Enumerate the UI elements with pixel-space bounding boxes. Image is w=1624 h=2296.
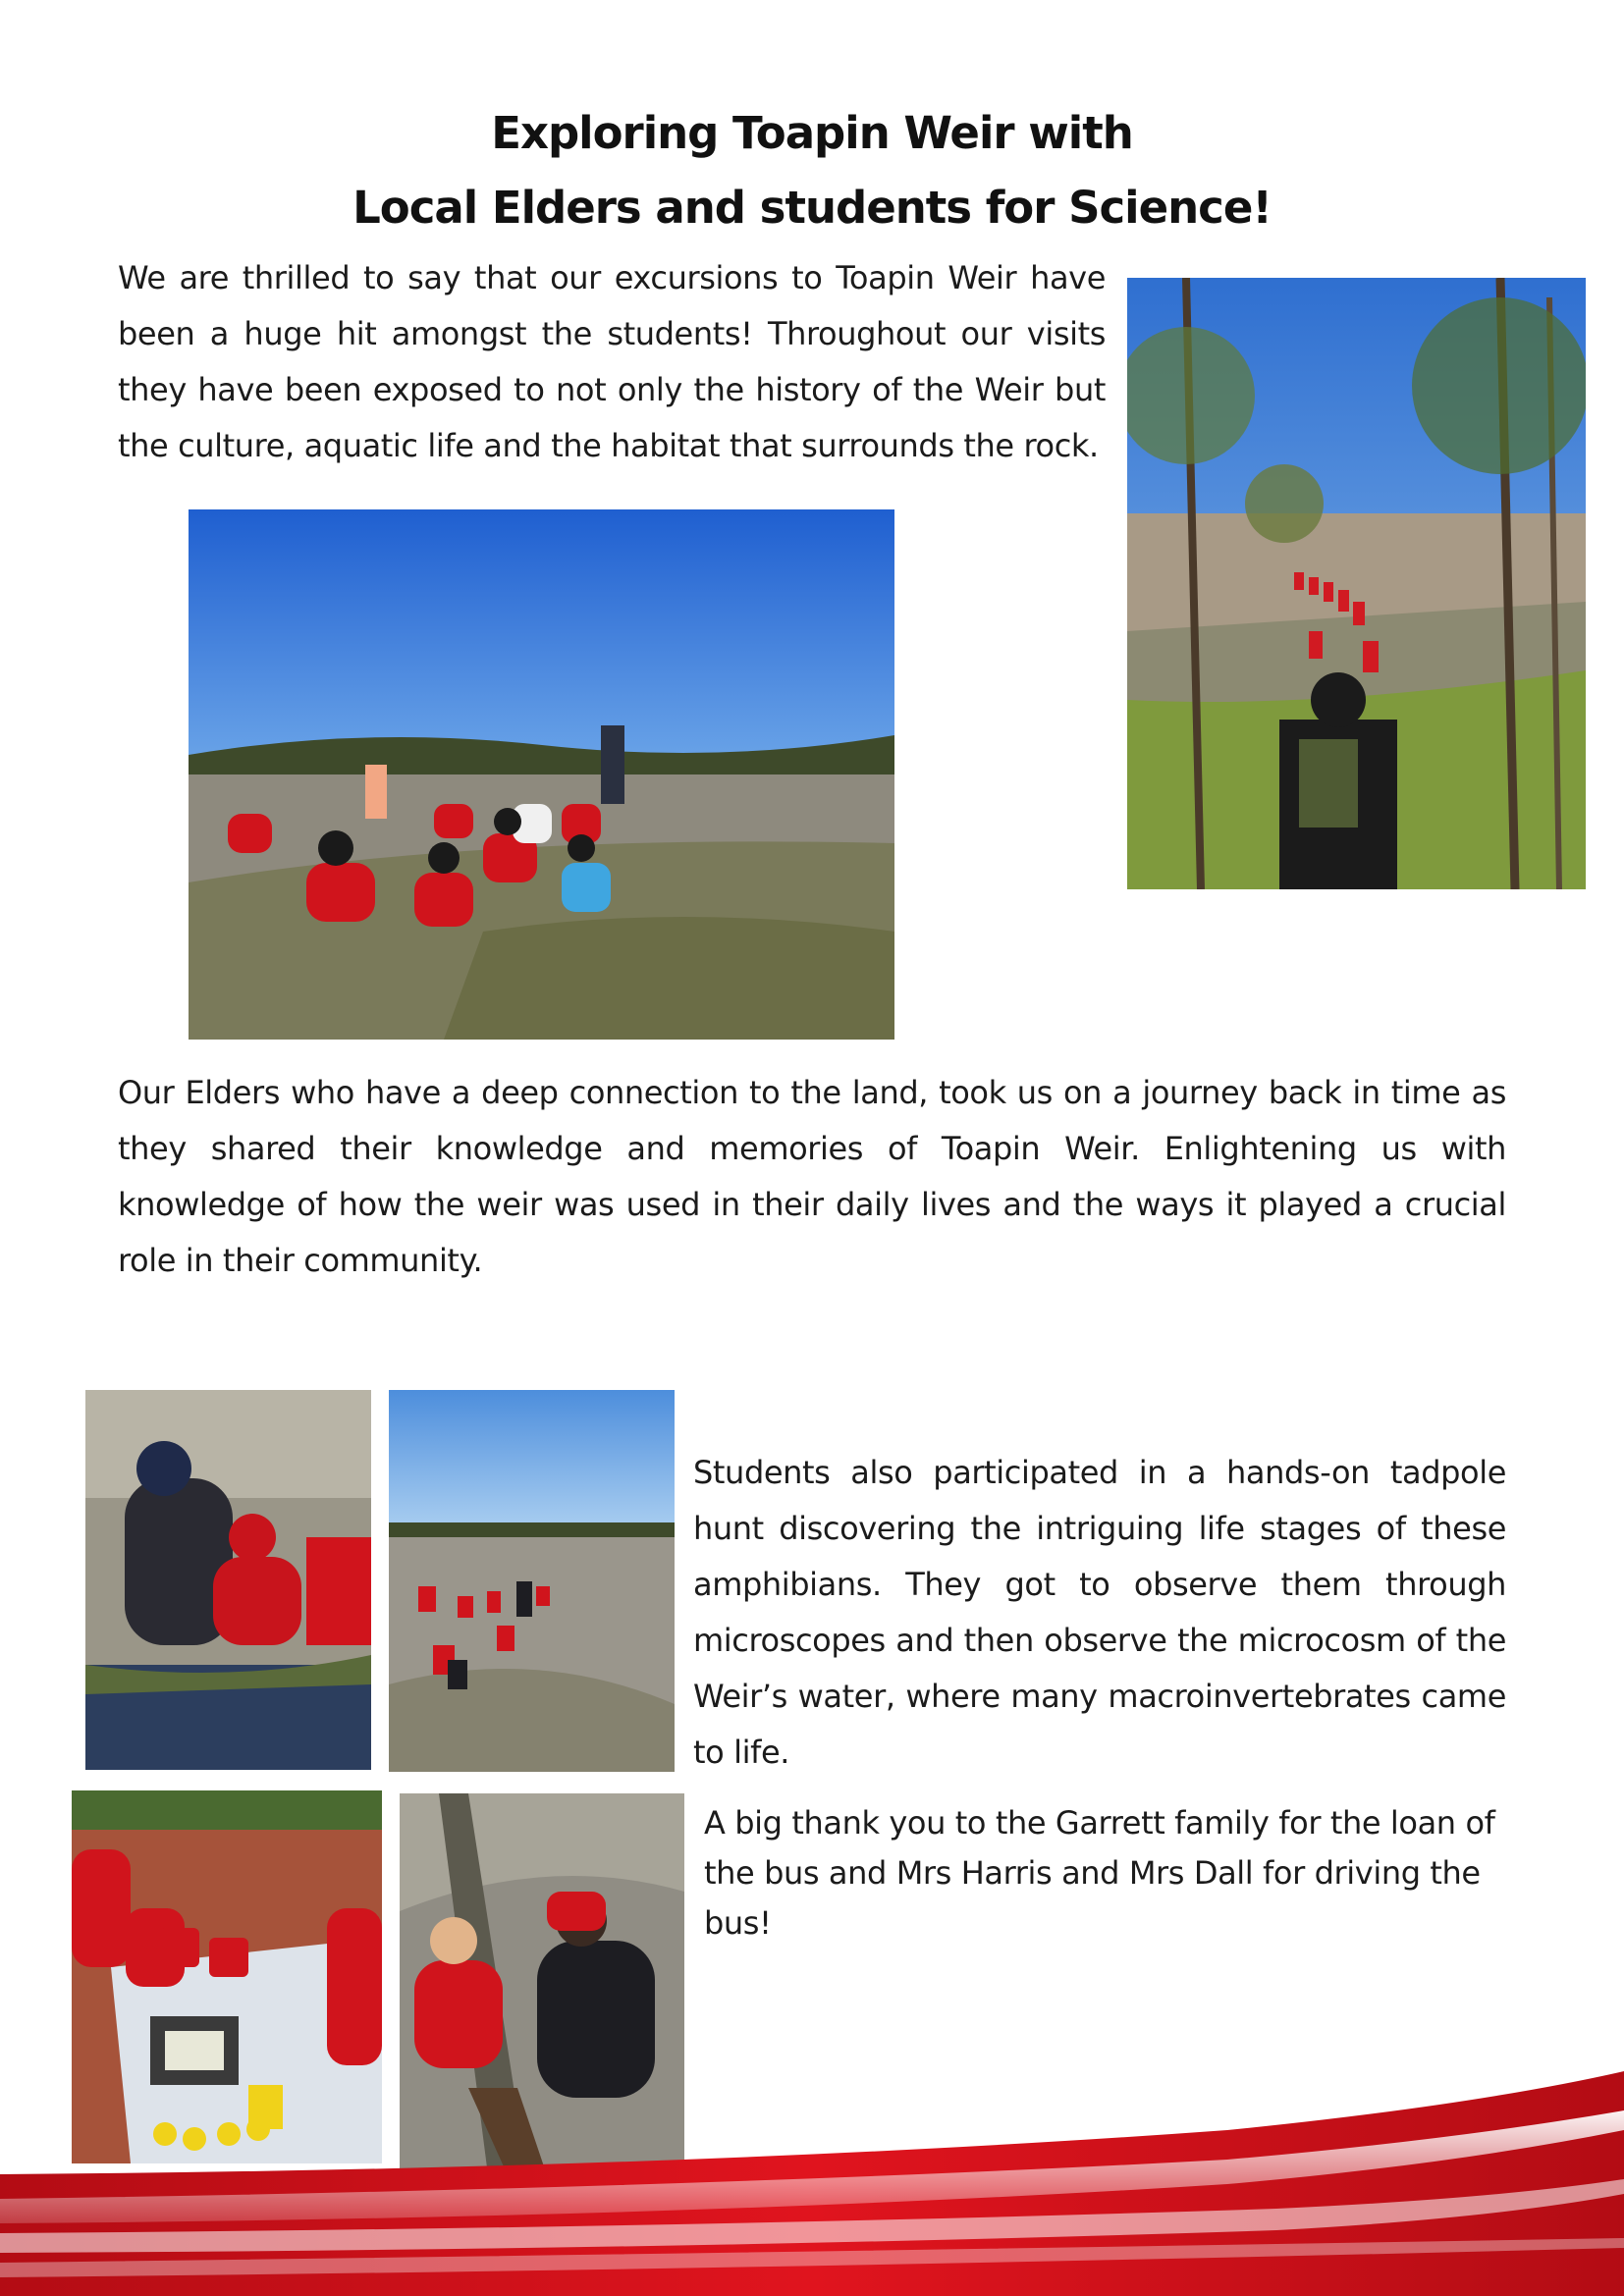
footer-red-wave: [0, 2061, 1624, 2296]
tadpole-paragraph: Students also participated in a hands-on tadpole hunt discovering the intriguing life stages of these amphibians. They got to observe them through microscopes and then observe the microcosm of the Weir’s water, where many macroinvertebrates came to life.: [693, 1454, 1506, 1771]
intro-paragraph: We are thrilled to say that our excursions to Toapin Weir have been a huge hit amongst the students! Throughout our visits they have been exposed to not only the history of the Weir but the culture, aquatic life and the habitat that surrounds the rock.: [118, 259, 1106, 464]
photo-student-at-rock-pool: [85, 1390, 371, 1770]
photo-students-with-elders-on-rock: [189, 509, 894, 1040]
title-line-2: Local Elders and students for Science!: [352, 182, 1272, 234]
page-title: [0, 96, 1624, 245]
elders-paragraph: Our Elders who have a deep connection to the land, took us on a journey back in time as they shared their knowledge and memories of Toapin Weir. Enlightening us with knowledge of how the weir was used in their daily lives and the ways it played a crucial role in their community.: [118, 1074, 1506, 1279]
thanks-paragraph: A big thank you to the Garrett family for the loan of the bus and Mrs Harris and Mrs Dall for driving the bus!: [704, 1804, 1495, 1942]
title-line-1: Exploring Toapin Weir with: [491, 107, 1133, 159]
photo-students-searching-rock: [389, 1390, 675, 1772]
photo-students-walking-trail: [1127, 278, 1586, 889]
